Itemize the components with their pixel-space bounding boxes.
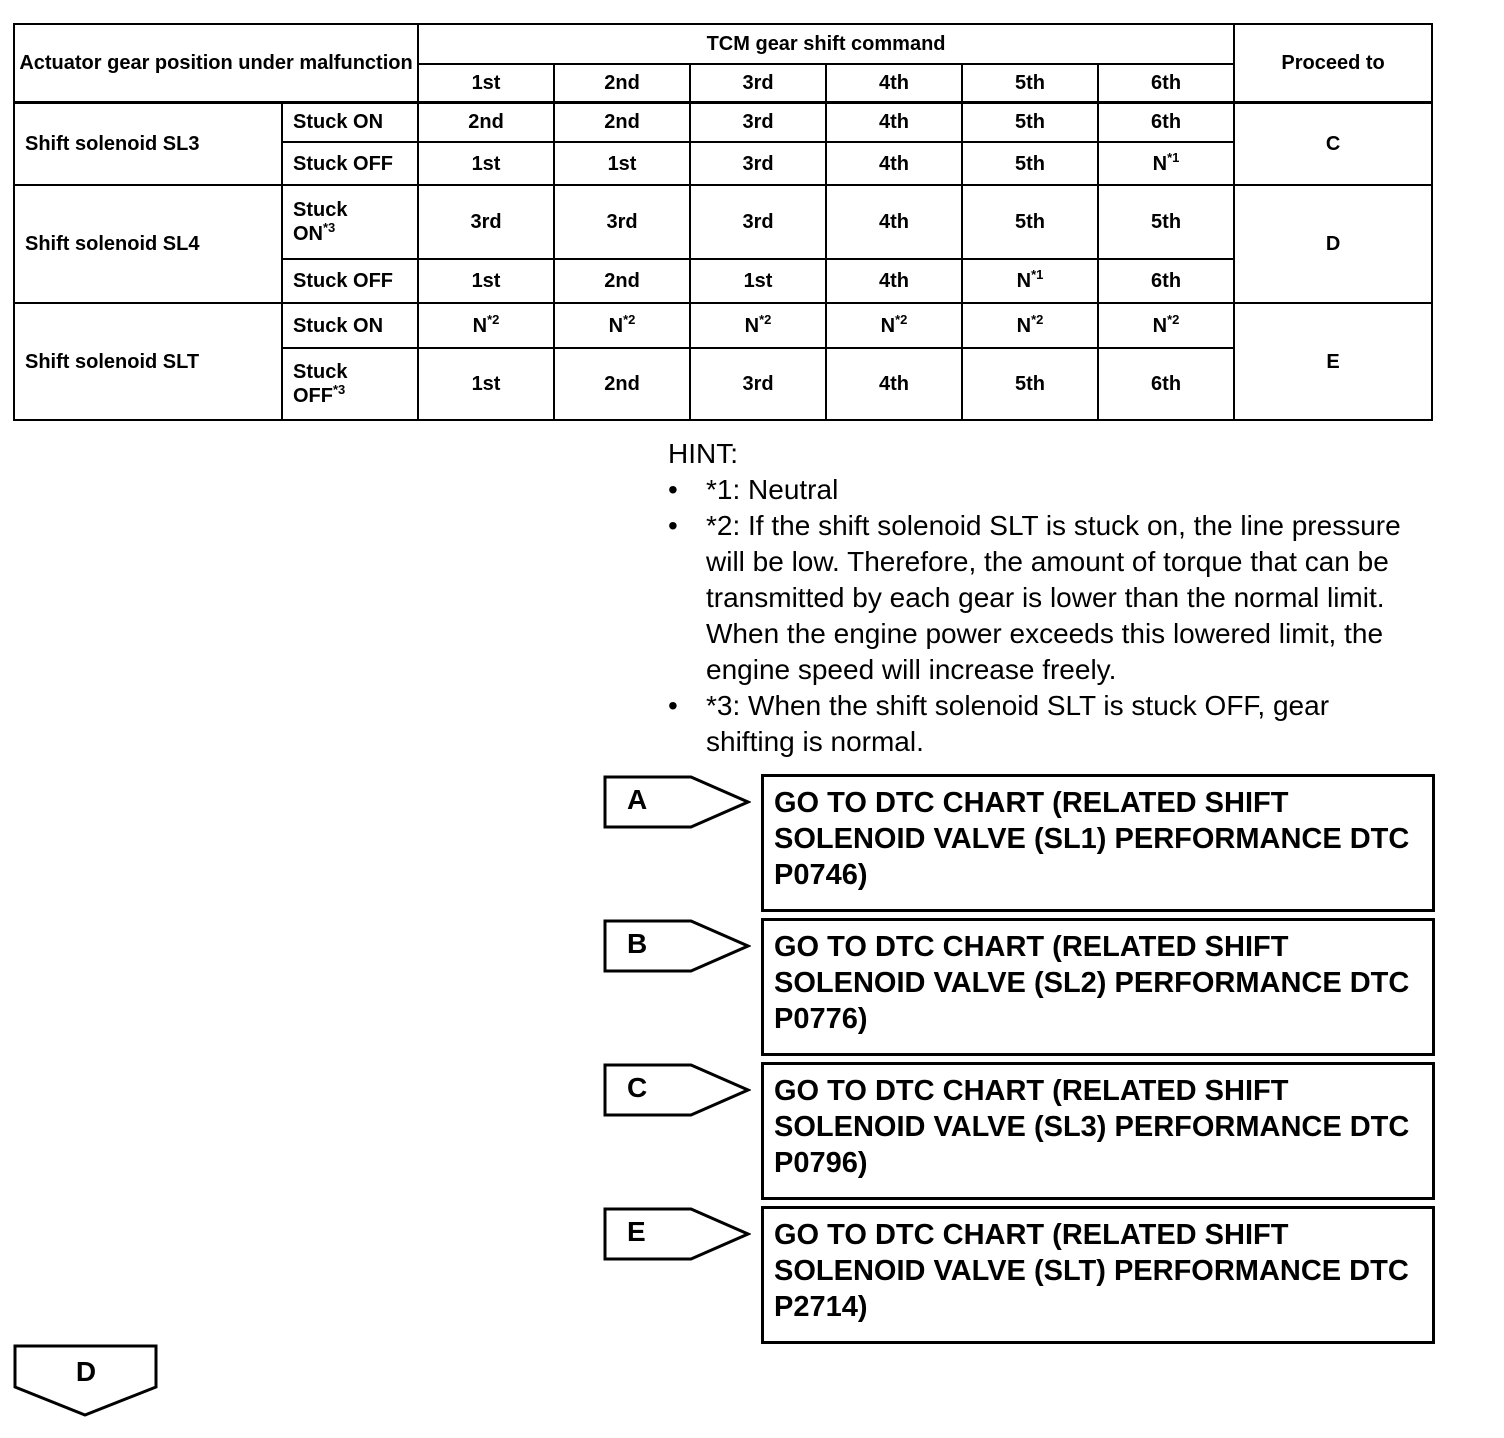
gear-header: 5th (962, 64, 1098, 102)
gear-cell: 4th (826, 185, 962, 259)
gear-cell: 4th (826, 142, 962, 185)
gear-cell: 6th (1098, 259, 1234, 303)
arrow-right-icon (603, 774, 751, 830)
branch-box-a (761, 774, 1435, 912)
continue-arrow-d[interactable] (13, 1343, 159, 1419)
header-actuator: Actuator gear position under malfunction (14, 24, 418, 102)
footnote-ref: *3 (323, 220, 336, 235)
gear-cell: 3rd (690, 185, 826, 259)
arrow-right-icon (603, 1062, 751, 1118)
gear-value: N (1152, 152, 1168, 175)
hint-text: *3: When the shift solenoid SLT is stuck OFF, gear shifting is normal. (706, 690, 1330, 757)
branch-arrow-b[interactable] (603, 918, 751, 974)
gear-header: 2nd (554, 64, 690, 102)
gear-cell (418, 303, 554, 348)
arrow-right-icon (603, 1206, 751, 1262)
branch-box-c (761, 1062, 1435, 1200)
solenoid-state: Stuck ON (282, 303, 418, 348)
hint-text: *1: Neutral (706, 474, 839, 505)
gear-cell: 1st (418, 142, 554, 185)
solenoid-state: Stuck OFF (282, 259, 418, 303)
branch-text: GO TO DTC CHART (RELATED SHIFT SOLENOID VALVE (SLT) PERFORMANCE DTC P2714) (774, 1219, 1409, 1323)
footnote-ref: *2 (1167, 311, 1180, 327)
state-line: Stuck (293, 199, 348, 221)
gear-cell: 5th (962, 102, 1098, 142)
footnote-ref: *1 (1167, 149, 1180, 165)
branch-arrow-a[interactable] (603, 774, 751, 830)
hint-item (668, 472, 1448, 508)
gear-cell (1098, 303, 1234, 348)
branch-arrow-e[interactable] (603, 1206, 751, 1262)
state-line: Stuck (293, 361, 348, 383)
solenoid-state: Stuck ON (282, 102, 418, 142)
gear-cell: 1st (554, 142, 690, 185)
branch-text: GO TO DTC CHART (RELATED SHIFT SOLENOID VALVE (SL2) PERFORMANCE DTC P0776) (774, 931, 1410, 1035)
gear-value: N (1152, 314, 1168, 337)
continue-letter: D (75, 1356, 97, 1387)
proceed-cell: D (1234, 185, 1432, 303)
solenoid-name: Shift solenoid SLT (14, 303, 282, 420)
gear-position-table (13, 23, 1433, 421)
hint-text: *2: If the shift solenoid SLT is stuck on, the line pressure will be low. Therefore, the amount of torque that can be transmitted by each gear is lower than the normal limit. When the engine power exceeds this lowered limit, the engine speed will increase freely. (706, 510, 1401, 685)
footnote-ref: *2 (759, 311, 772, 327)
gear-cell: 5th (962, 185, 1098, 259)
proceed-cell: C (1234, 102, 1432, 185)
table-row (14, 102, 1432, 142)
gear-header: 1st (418, 64, 554, 102)
solenoid-state (282, 185, 418, 259)
gear-cell: 3rd (690, 142, 826, 185)
gear-cell: 2nd (418, 102, 554, 142)
footnote-ref: *3 (333, 382, 346, 397)
footnote-ref: *2 (895, 311, 908, 327)
bullet: • (668, 474, 678, 505)
gear-value: N (744, 314, 760, 337)
gear-cell (962, 259, 1098, 303)
branch-box-b (761, 918, 1435, 1056)
state-line: OFF (293, 385, 333, 407)
footnote-ref: *2 (623, 311, 636, 327)
branch-letter: E (627, 1216, 646, 1247)
gear-cell (1098, 142, 1234, 185)
bullet: • (668, 510, 678, 541)
table-row (14, 185, 1432, 259)
gear-cell: 1st (690, 259, 826, 303)
gear-cell: 1st (418, 259, 554, 303)
branch-text: GO TO DTC CHART (RELATED SHIFT SOLENOID VALVE (SL1) PERFORMANCE DTC P0746) (774, 787, 1410, 891)
gear-value: N (1016, 270, 1032, 292)
branch-box-e (761, 1206, 1435, 1344)
footnote-ref: *2 (1031, 311, 1044, 327)
gear-cell (554, 303, 690, 348)
gear-header: 3rd (690, 64, 826, 102)
gear-cell: 2nd (554, 102, 690, 142)
hint-title: HINT: (668, 438, 738, 469)
hint-item (668, 508, 1426, 688)
footnote-ref: *2 (487, 311, 500, 327)
branch-arrow-c[interactable] (603, 1062, 751, 1118)
gear-cell: 4th (826, 102, 962, 142)
gear-value: N (472, 314, 488, 337)
table-row (14, 303, 1432, 348)
solenoid-name: Shift solenoid SL4 (14, 185, 282, 303)
gear-cell: 2nd (554, 348, 690, 420)
gear-cell (690, 303, 826, 348)
gear-cell (826, 303, 962, 348)
gear-cell: 5th (1098, 185, 1234, 259)
gear-cell: 6th (1098, 102, 1234, 142)
gear-cell: 5th (962, 142, 1098, 185)
branch-letter: C (627, 1072, 648, 1103)
hint-list (668, 472, 1448, 760)
header-proceed-to: Proceed to (1234, 24, 1432, 102)
hint-section (668, 436, 1448, 760)
solenoid-state (282, 348, 418, 420)
gear-cell: 2nd (554, 259, 690, 303)
footnote-ref: *1 (1031, 267, 1044, 282)
gear-cell: 4th (826, 348, 962, 420)
gear-header: 6th (1098, 64, 1234, 102)
hint-item (668, 688, 1406, 760)
gear-cell: 3rd (418, 185, 554, 259)
branch-letter: B (627, 928, 648, 959)
gear-cell: 3rd (690, 348, 826, 420)
gear-cell: 3rd (690, 102, 826, 142)
gear-cell (962, 303, 1098, 348)
gear-value: N (1016, 314, 1032, 337)
gear-cell: 6th (1098, 348, 1234, 420)
gear-cell: 3rd (554, 185, 690, 259)
gear-value: N (608, 314, 624, 337)
proceed-cell: E (1234, 303, 1432, 420)
gear-cell: 4th (826, 259, 962, 303)
gear-cell: 1st (418, 348, 554, 420)
solenoid-state: Stuck OFF (282, 142, 418, 185)
state-line: ON (293, 223, 323, 245)
arrow-right-icon (603, 918, 751, 974)
header-tcm-command: TCM gear shift command (418, 24, 1234, 64)
gear-value: N (880, 314, 896, 337)
gear-header: 4th (826, 64, 962, 102)
gear-cell: 5th (962, 348, 1098, 420)
bullet: • (668, 690, 678, 721)
branch-letter: A (627, 784, 648, 815)
solenoid-name: Shift solenoid SL3 (14, 102, 282, 185)
branch-text: GO TO DTC CHART (RELATED SHIFT SOLENOID VALVE (SL3) PERFORMANCE DTC P0796) (774, 1075, 1410, 1179)
